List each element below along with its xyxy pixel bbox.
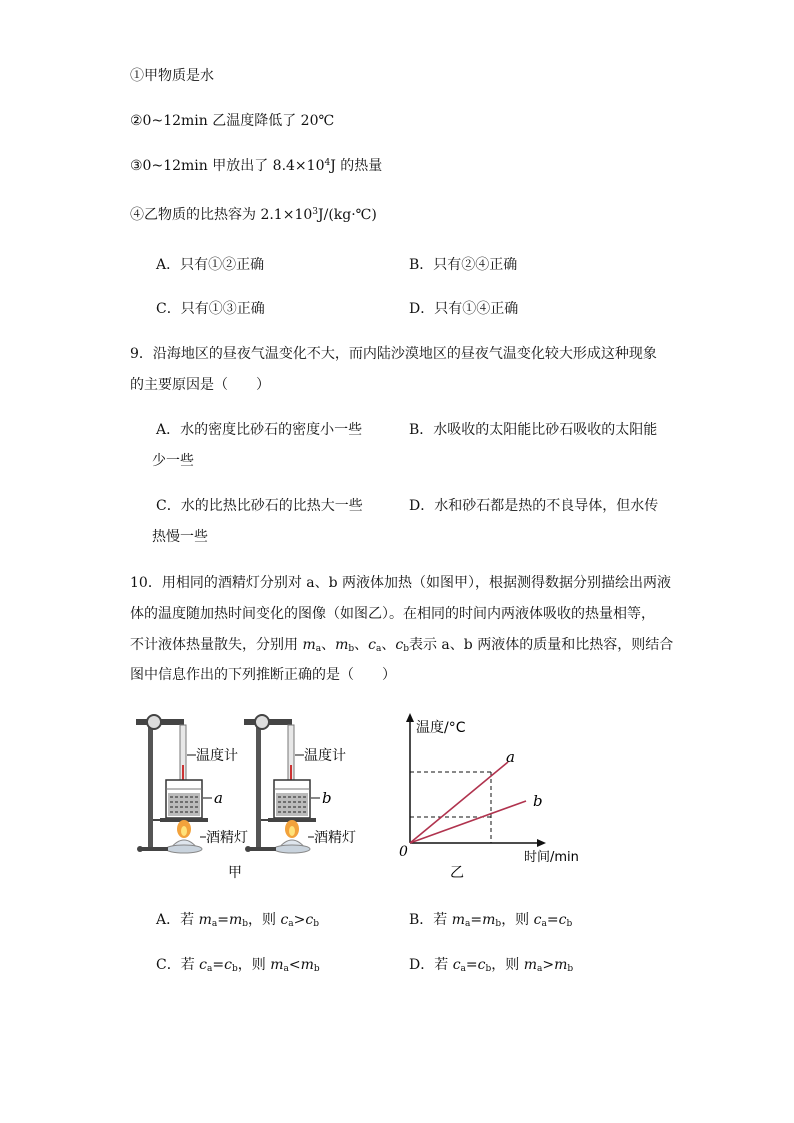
q9-option-d[interactable]: D．水和砂石都是热的不良导体，但水传 — [409, 498, 659, 514]
q9-option-b-continuation: 少一些 — [152, 453, 194, 469]
line-a — [410, 762, 508, 843]
line-b-label: b — [533, 792, 543, 810]
q10-stem-line1: 10．用相同的酒精灯分别对 a、b 两液体加热（如图甲），根据测得数据分别描绘出两液 — [130, 575, 672, 591]
q9-option-b[interactable]: B．水吸收的太阳能比砂石吸收的太阳能 — [409, 422, 658, 438]
statement-3: ③0~12min 甲放出了 $8.4\times 10^4J$ 的热量 — [130, 158, 383, 174]
q8-option-c[interactable]: C．只有①③正确 — [156, 301, 265, 317]
q10-option-c[interactable]: C．若 $c_a=c_b$，则 $m_a<m_b$ — [156, 957, 320, 974]
x-axis-arrow — [537, 839, 546, 847]
q9-stem-line2: 的主要原因是（ ） — [130, 377, 270, 393]
q10-option-d[interactable]: D．若 $c_a=c_b$，则 $m_a>m_b$ — [409, 957, 574, 974]
q10-option-a[interactable]: A．若 $m_a=m_b$，则 $c_a>c_b$ — [156, 912, 320, 929]
lamp-label-a: 酒精灯 — [206, 830, 248, 846]
statement-4: ④乙物质的比热容为 $2.1\times 10^3J/(kg\cdot℃)$ — [130, 207, 377, 223]
figure-caption-left: 甲 — [228, 865, 242, 881]
y-axis-label: 温度/°C — [416, 720, 466, 736]
q10-stem-line3: 不计液体热量散失，分别用 $m_a$、$m_b$、$c_a$、$c_b$表示 a、b 两液体的质量和比热容，则结合 — [130, 637, 674, 654]
thermometer-label-b: 温度计 — [304, 748, 346, 764]
q10-stem-line2: 体的温度随加热时间变化的图像（如图乙）。在相同的时间内两液体吸收的热量相等， — [130, 606, 655, 622]
apparatus-a — [136, 715, 248, 853]
lamp-label-b: 酒精灯 — [314, 830, 356, 846]
liquid-label-a: a — [214, 789, 223, 807]
q9-option-d-continuation: 热慢一些 — [152, 529, 208, 545]
line-b — [410, 801, 526, 843]
liquid-label-b: b — [322, 789, 332, 807]
q8-option-b[interactable]: B．只有②④正确 — [409, 257, 518, 273]
line-a-label: a — [506, 748, 515, 766]
origin-label: 0 — [399, 844, 408, 860]
q9-option-c[interactable]: C．水的比热比砂石的比热大一些 — [156, 498, 363, 514]
q9-option-a[interactable]: A．水的密度比砂石的密度小一些 — [156, 422, 363, 438]
q9-stem-line1: 9．沿海地区的昼夜气温变化不大，而内陆沙漠地区的昼夜气温变化较大形成这种现象 — [130, 346, 657, 362]
figure-caption-right: 乙 — [450, 865, 464, 881]
q10-option-b[interactable]: B．若 $m_a=m_b$，则 $c_a=c_b$ — [409, 912, 573, 929]
statement-2: ②0~12min 乙温度降低了 20℃ — [130, 113, 335, 129]
q10-stem-line4: 图中信息作出的下列推断正确的是（ ） — [130, 667, 396, 683]
thermometer-label-a: 温度计 — [196, 748, 238, 764]
x-axis-label: 时间/min — [524, 850, 579, 865]
apparatus-b — [244, 715, 356, 853]
q8-option-d[interactable]: D．只有①④正确 — [409, 301, 519, 317]
q10-figure — [130, 705, 600, 890]
q8-option-a[interactable]: A．只有①②正确 — [156, 257, 265, 273]
temperature-time-graph — [399, 713, 579, 865]
statement-1: ①甲物质是水 — [130, 68, 214, 84]
y-axis-arrow — [406, 713, 414, 722]
